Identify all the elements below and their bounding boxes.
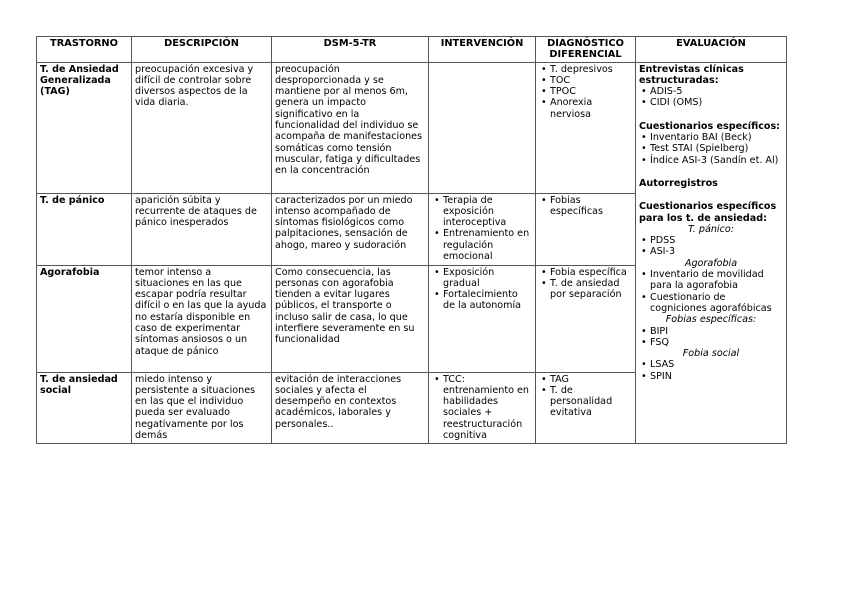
list-item: • Fobias específicas <box>550 195 632 218</box>
disorder-differential <box>536 372 636 443</box>
list-item: • T. de personalidad evitativa <box>550 385 632 419</box>
disorder-description: aparición súbita y recurrente de ataques de pánico inesperados <box>132 193 272 265</box>
disorder-intervention <box>429 62 536 193</box>
list-item: • Inventario de movilidad para la agorafobia <box>650 269 783 292</box>
disorder-name: T. de Ansiedad Generalizada (TAG) <box>37 62 132 193</box>
list-item: • Fortalecimiento de la autonomía <box>443 289 532 312</box>
evaluation-self-reports: Autorregistros <box>639 177 718 189</box>
list-item: • TPOC <box>550 86 632 97</box>
evaluation-questionnaires-title: Cuestionarios específicos: <box>639 120 781 132</box>
list-item: • Exposición gradual <box>443 267 532 290</box>
evaluation-panic-title: T. pánico: <box>688 223 734 235</box>
list-item: • Fobia específica <box>550 267 632 278</box>
list-item: • FSQ <box>650 337 783 348</box>
header-diagnostico <box>536 37 636 63</box>
list-item: • BIPI <box>650 326 783 337</box>
disorder-description: preocupación excesiva y difícil de controlar sobre diversos aspectos de la vida diaria. <box>132 62 272 193</box>
list-item: • ASI-3 <box>650 246 783 257</box>
header-dsm: DSM-5-TR <box>272 37 429 63</box>
header-descripcion: DESCRIPCIÓN <box>132 37 272 63</box>
list-item: • Terapia de exposición interoceptiva <box>443 195 532 229</box>
list-item: • Anorexia nerviosa <box>550 97 632 120</box>
disorder-name: T. de ansiedad social <box>37 372 132 443</box>
disorder-intervention <box>429 265 536 372</box>
list-item: • TCC: entrenamiento en habilidades sociales + reestructuración cognitiva <box>443 374 532 442</box>
disorder-dsm: Como consecuencia, las personas con agorafobia tienden a evitar lugares públicos, el transporte o incluso salir de casa, lo que interfiere severamente en su funcionalidad <box>272 265 429 372</box>
header-diagnostico-line1: DIAGNÓSTICO <box>547 38 624 49</box>
disorder-description: miedo intenso y persistente a situaciones en las que el individuo pueda ser evaluado negativamente por los demás <box>132 372 272 443</box>
disorder-name: Agorafobia <box>37 265 132 372</box>
disorder-dsm: evitación de interacciones sociales y afecta el desempeño en contextos académicos, laborales y personales.. <box>272 372 429 443</box>
list-item: • T. de ansiedad por separación <box>550 278 632 301</box>
evaluation-interviews-title: Entrevistas clínicas estructuradas: <box>639 63 744 86</box>
header-diagnostico-line2: DIFERENCIAL <box>549 49 622 61</box>
list-item: • Cuestionario de cogniciones agorafóbicas <box>650 292 783 315</box>
header-trastorno: TRASTORNO <box>37 37 132 63</box>
header-intervencion: INTERVENCIÓN <box>429 37 536 63</box>
header-row <box>37 37 787 63</box>
list-item: • Índice ASI-3 (Sandín et. Al) <box>650 155 783 166</box>
list-item: • Test STAI (Spielberg) <box>650 143 783 154</box>
list-item: • ADIS-5 <box>650 86 783 97</box>
disorder-differential <box>536 265 636 372</box>
disorder-name: T. de pánico <box>37 193 132 265</box>
disorders-table <box>36 36 787 444</box>
table-row <box>37 62 787 193</box>
evaluation-social-title: Fobia social <box>682 348 740 360</box>
list-item: • T. depresivos <box>550 64 632 75</box>
evaluation-phobias-title: Fobias específicas: <box>665 314 757 326</box>
list-item: • CIDI (OMS) <box>650 97 783 108</box>
evaluation-cell <box>636 62 787 443</box>
disorder-dsm: preocupación desproporcionada y se mantiene por al menos 6m, genera un impacto significativo en la funcionalidad del individuo se acompaña de manifestaciones somáticas como tensión muscular, fatiga y dificultades en la concentración <box>272 62 429 193</box>
list-item: • TOC <box>550 75 632 86</box>
disorder-description: temor intenso a situaciones en las que escapar podría resultar difícil o en las que la ayuda no estaría disponible en caso de experimentar síntomas ansiosos o un ataque de pánico <box>132 265 272 372</box>
list-item: • TAG <box>550 374 632 385</box>
evaluation-specific-title: Cuestionarios específicos para los t. de ansiedad: <box>639 201 777 224</box>
list-item: • SPIN <box>650 371 783 382</box>
disorder-differential <box>536 62 636 193</box>
disorder-differential <box>536 193 636 265</box>
disorder-intervention <box>429 193 536 265</box>
header-evaluacion: EVALUACIÓN <box>636 37 787 63</box>
disorder-intervention <box>429 372 536 443</box>
list-item: • Inventario BAI (Beck) <box>650 132 783 143</box>
list-item: • LSAS <box>650 359 783 370</box>
list-item: • Entrenamiento en regulación emocional <box>443 228 532 262</box>
disorder-dsm: caracterizados por un miedo intenso acompañado de síntomas fisiológicos como palpitaciones, sensación de ahogo, mareo y sudoración <box>272 193 429 265</box>
evaluation-agoraphobia-title: Agorafobia <box>684 257 738 269</box>
list-item: • PDSS <box>650 235 783 246</box>
